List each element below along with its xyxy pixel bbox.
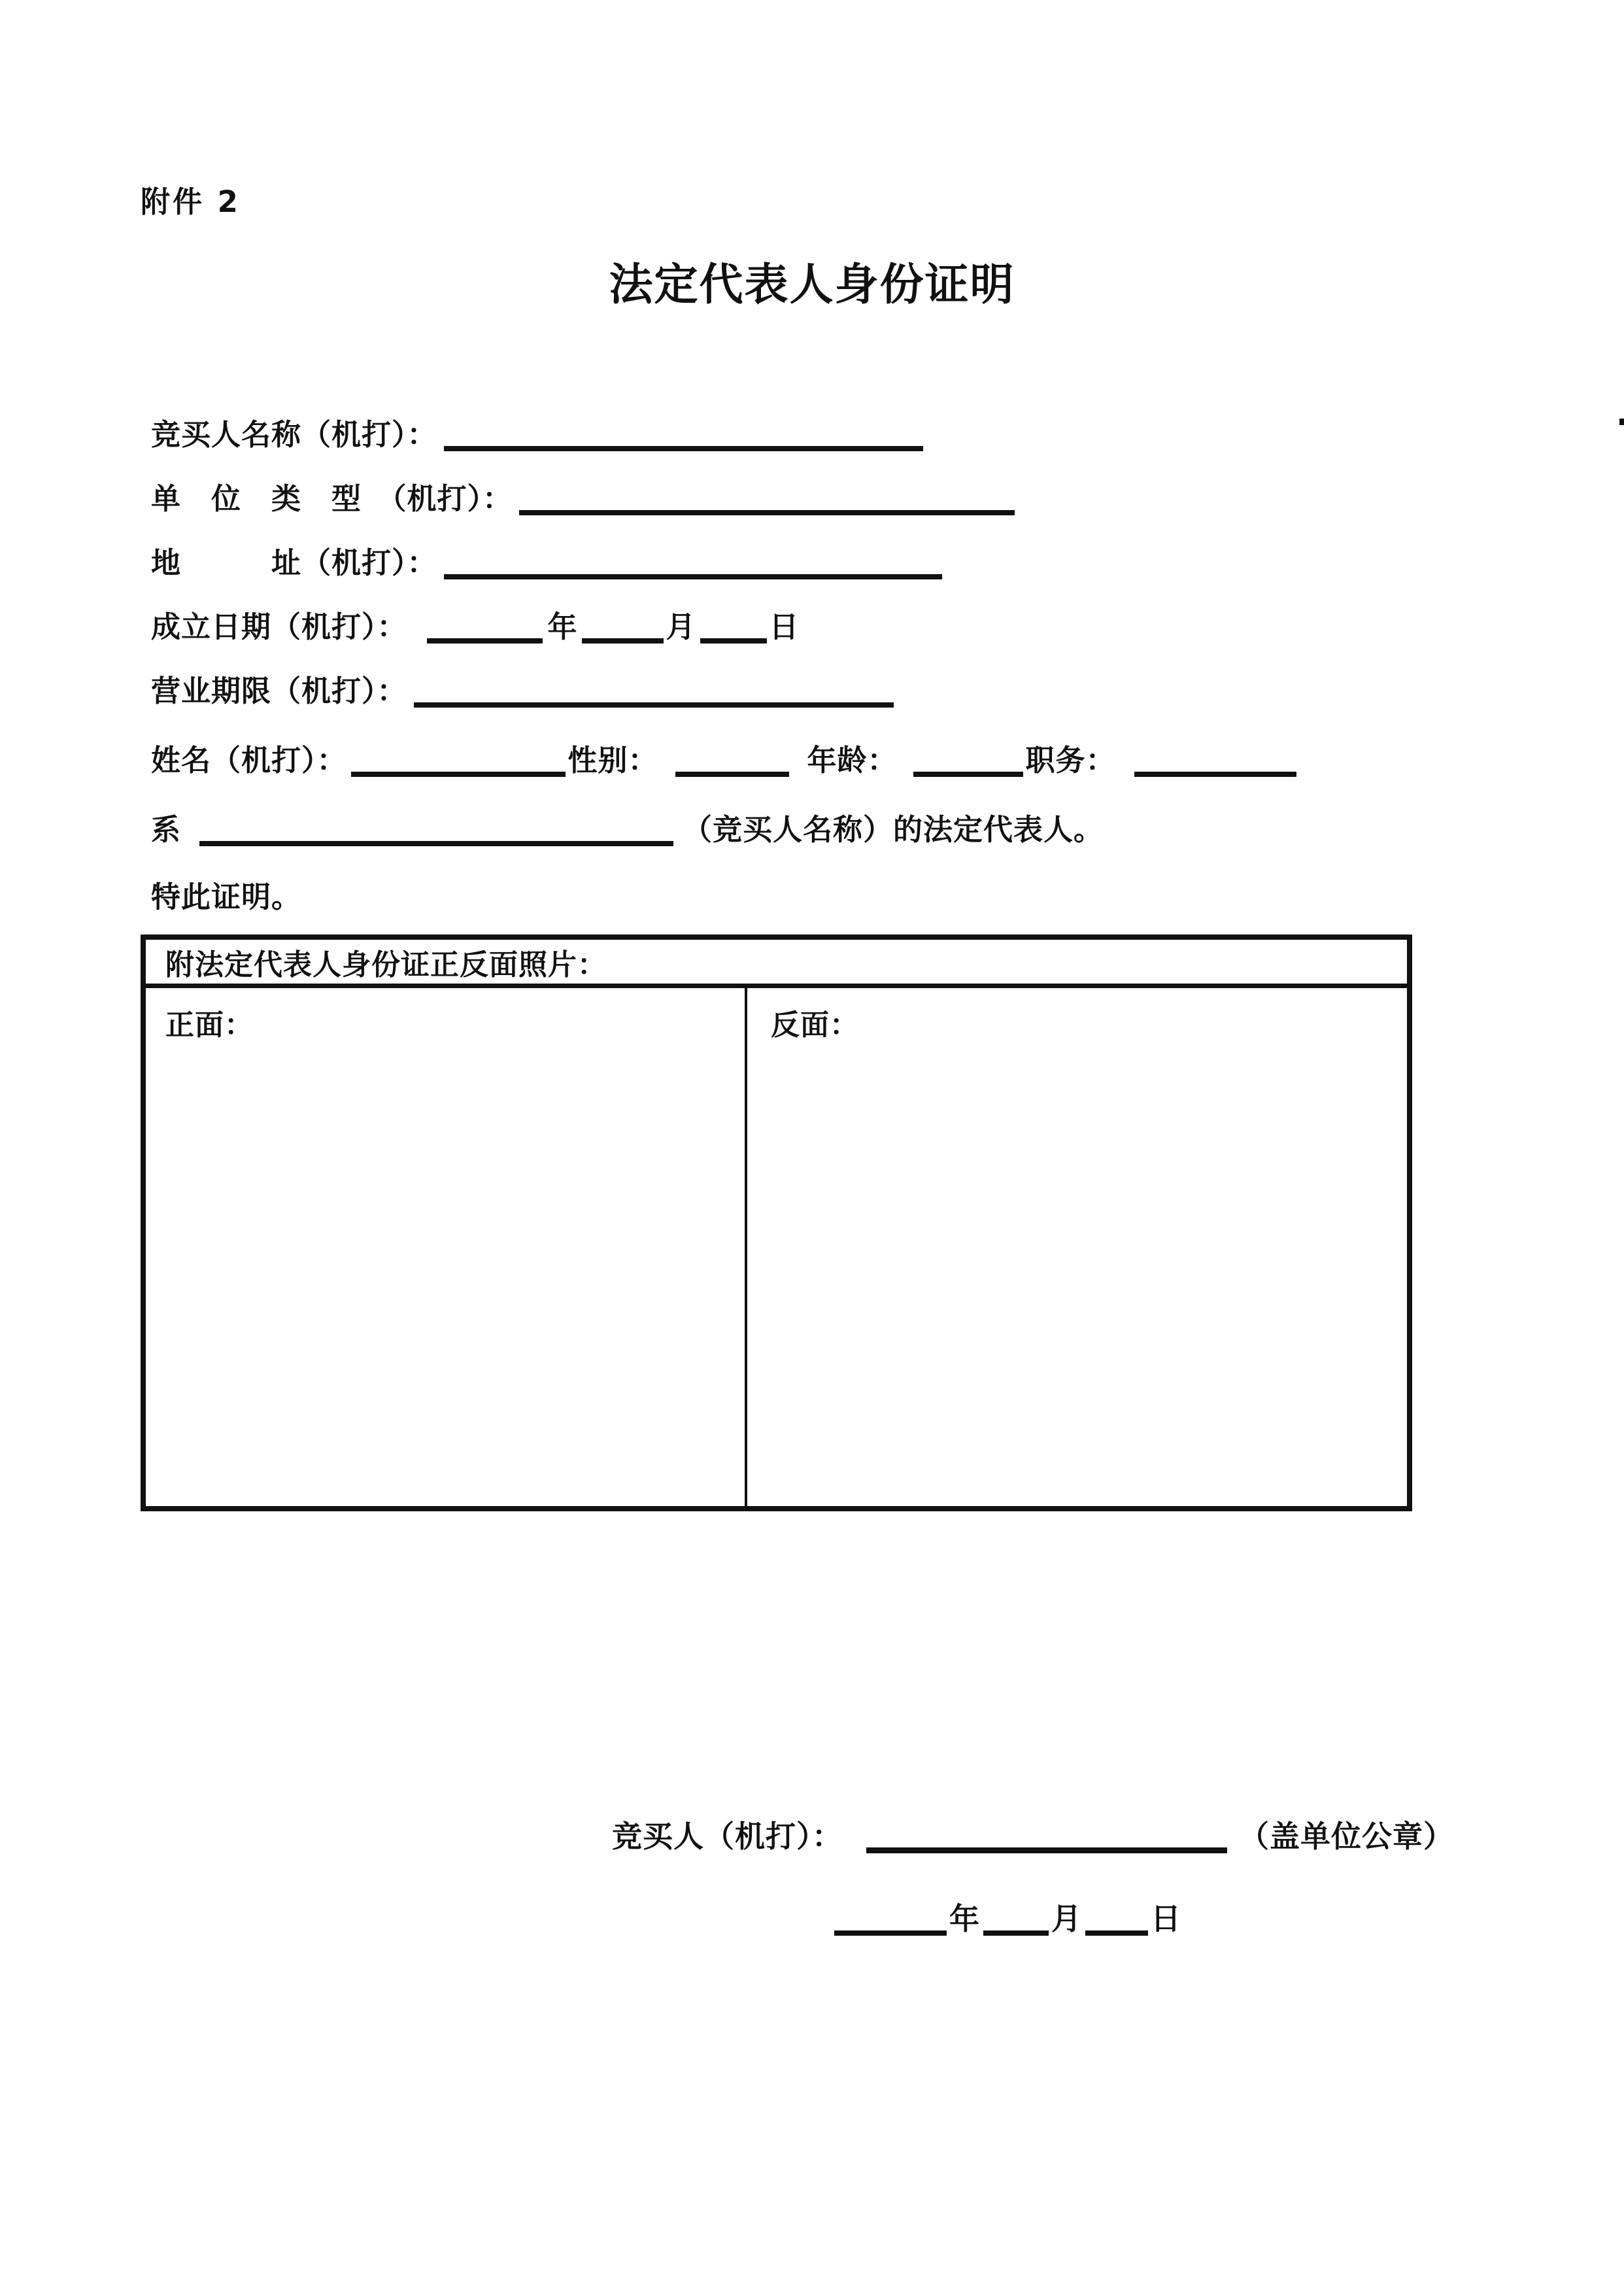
form-row-unit-type — [151, 475, 1020, 517]
bidder-name-label: 竞买人名称（机打）： — [151, 417, 437, 452]
bidder-name-blank — [444, 438, 923, 451]
signature-row — [612, 1813, 1454, 1856]
person-name-label: 姓名（机打）： — [151, 743, 347, 778]
address-label: 地 址（机打）： — [151, 545, 437, 580]
form-row-company-of — [151, 806, 1104, 848]
establish-day-suffix: 日 — [769, 609, 800, 644]
position-blank — [1134, 764, 1296, 777]
date-day-blank — [1085, 1923, 1148, 1936]
is-prefix-label: 系 — [151, 812, 182, 847]
id-photo-table — [141, 935, 1412, 1511]
id-back-cell — [747, 988, 1407, 1506]
form-row-business-term — [151, 667, 899, 710]
footer-bidder-label: 竞买人（机打）： — [612, 1819, 843, 1854]
unit-type-blank — [519, 502, 1015, 515]
attachment-label: 附件 2 — [141, 184, 241, 219]
establish-month-suffix: 月 — [666, 609, 696, 644]
gender-blank — [675, 764, 789, 777]
date-month-blank — [983, 1923, 1049, 1936]
date-year-blank — [834, 1923, 947, 1936]
scan-artifact — [1619, 419, 1624, 425]
id-photo-table-body — [146, 988, 1407, 1506]
certify-text: 特此证明。 — [151, 880, 302, 914]
position-label: 职务： — [1025, 743, 1116, 778]
person-name-blank — [351, 764, 566, 777]
business-term-label: 营业期限（机打）： — [151, 674, 407, 708]
establish-year-suffix: 年 — [547, 609, 578, 644]
legal-rep-suffix-label: （竞买人名称）的法定代表人。 — [683, 812, 1104, 847]
gender-label: 性别： — [567, 743, 658, 778]
address-blank — [444, 566, 942, 579]
date-month-suffix: 月 — [1051, 1901, 1081, 1936]
company-name-blank — [199, 833, 673, 846]
id-front-label: 正面： — [165, 1008, 254, 1042]
seal-note: （盖单位公章） — [1239, 1819, 1454, 1854]
form-row-bidder-name — [151, 411, 928, 453]
id-back-label: 反面： — [771, 1008, 859, 1042]
form-row-certify — [151, 873, 301, 916]
id-photo-table-caption-row — [146, 940, 1407, 988]
date-row — [830, 1895, 1181, 1938]
footer-bidder-blank — [866, 1840, 1227, 1853]
form-row-establish-date — [151, 603, 800, 645]
establish-day-blank — [700, 630, 767, 643]
age-blank — [913, 764, 1023, 777]
page-title: 法定代表人身份证明 — [609, 259, 1015, 310]
id-front-cell — [146, 988, 747, 1506]
date-day-suffix: 日 — [1151, 1901, 1181, 1936]
establish-year-blank — [427, 630, 543, 643]
unit-type-label: 单 位 类 型 （机打）： — [151, 481, 513, 516]
form-row-address — [151, 539, 947, 581]
business-term-blank — [414, 695, 894, 708]
date-year-suffix: 年 — [949, 1901, 979, 1936]
establish-month-blank — [582, 630, 664, 643]
form-row-person-info — [151, 736, 1299, 779]
establish-date-label: 成立日期（机打）： — [151, 609, 407, 644]
age-label: 年龄： — [807, 743, 898, 778]
id-photo-table-caption: 附法定代表人身份证正反面照片： — [165, 948, 607, 982]
